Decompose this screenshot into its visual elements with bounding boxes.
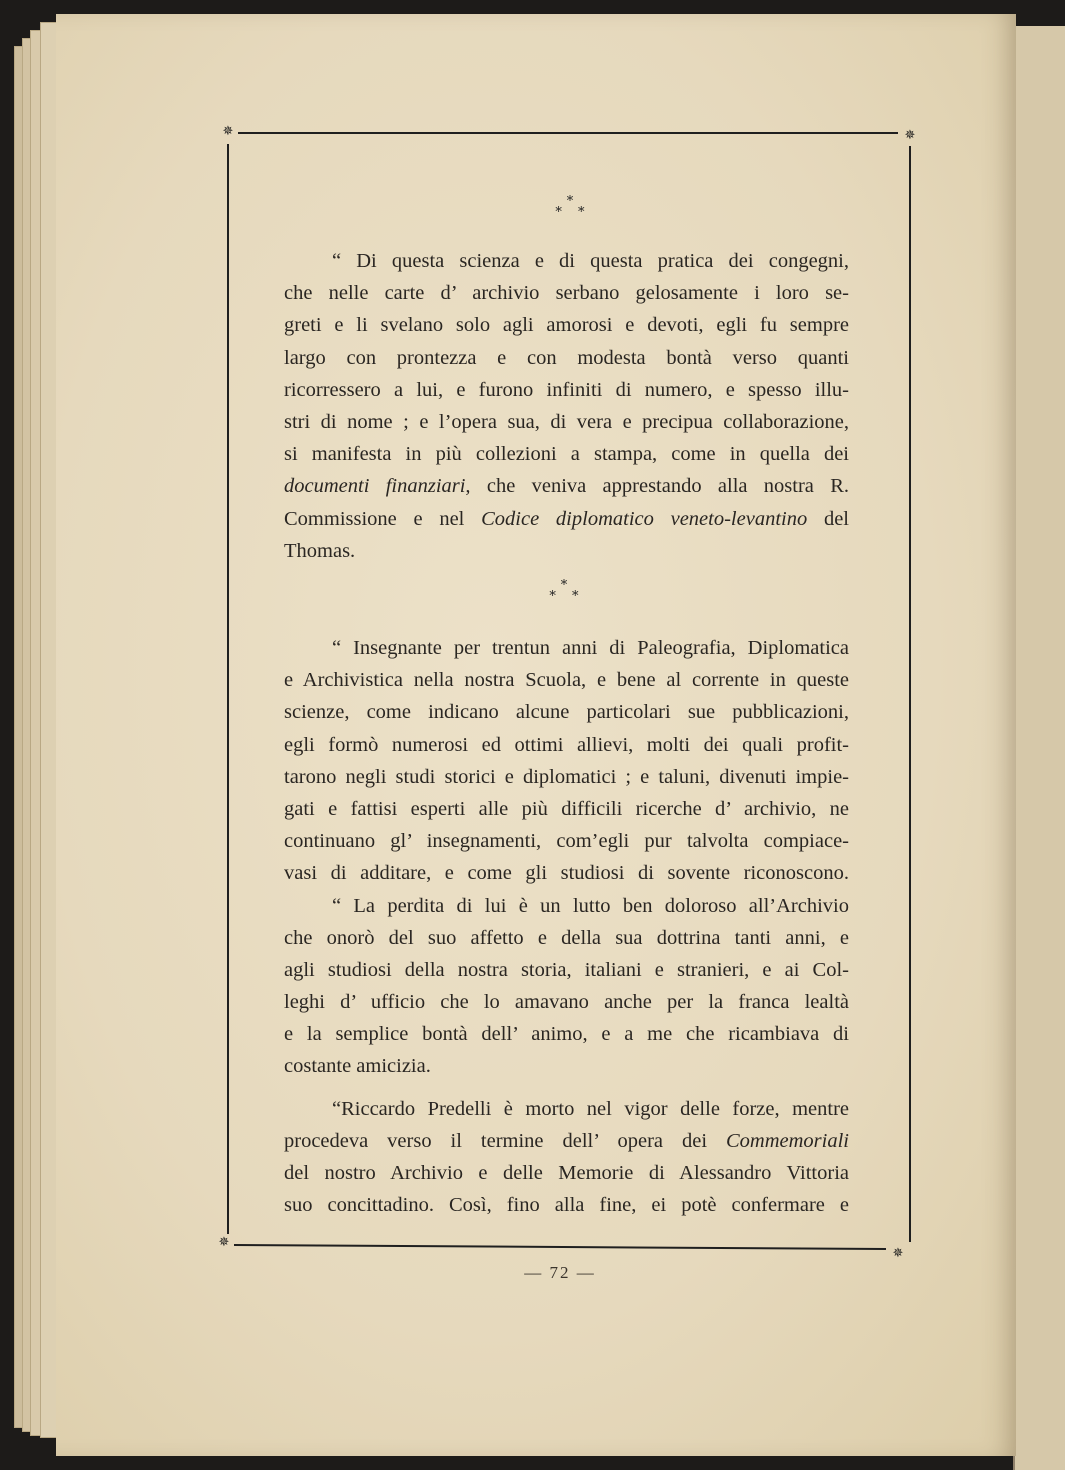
text-line: del nostro Archivio e delle Memorie di Alessandro Vittoria [284,1162,849,1184]
text-line [284,503,849,535]
text-line: egli formò numerosi ed ottimi allievi, molti dei quali profit- [284,733,849,756]
text-line: e Archivistica nella nostra Scuola, e bene al corrente in queste [284,669,849,692]
text-line: costante amicizia. [284,1055,431,1078]
ornament-bottom-right-icon: ✵ [892,1246,904,1261]
text-span: procedeva verso il termine dell’ opera dei [284,1129,726,1152]
text-line: greti e li svelano solo agli amorosi e devoti, egli fu sempre [284,314,849,337]
text-line: “Riccardo Predelli è morto nel vigor delle forze, mentre [332,1097,849,1120]
text-line: leghi d’ ufficio che lo amavano anche per la franca lealtà [284,991,849,1014]
text-line [284,470,849,502]
asterism-bottom-stars: * * [555,205,591,220]
text-line: scienze, come indicano alcune particolari sue pubblicazioni, [284,701,849,724]
text-span: Commissione e nel [284,507,482,530]
asterism-top-star: * [566,194,574,209]
facing-page-edge [1013,26,1065,1470]
text-line: vasi di additare, e come gli studiosi di sovente riconoscono. [284,862,849,885]
frame-left-rule [227,144,229,1234]
text-line [284,1125,849,1157]
paragraph-section-1 [284,245,849,567]
asterism-bottom-stars: * * [549,589,585,604]
ornament-top-left-icon: ✵ [222,124,234,139]
asterism-top-star: * [560,578,568,593]
text-line: agli studiosi della nostra storia, italiani e stranieri, e ai Col- [284,958,849,981]
frame-right-rule [909,146,911,1242]
paragraph-section-2 [284,632,849,1221]
text-line: “ Di questa scienza e di questa pratica dei congegni, [332,250,849,272]
text-line: tarono negli studi storici e diplomatici ; e taluni, divenuti impie- [284,765,849,788]
italic-title: Codice diplomatico veneto-levantino [481,507,808,530]
asterism-separator [534,580,594,602]
frame-top-rule [238,132,898,134]
text-line: ricorressero a lui, e furono infiniti di numero, e spesso illu- [284,378,849,401]
text-line: gati e fattisi esperti alle più difficili ricerche d’ archivio, ne [284,797,849,820]
italic-title: Commemoriali [726,1129,849,1152]
text-span: del [807,507,850,530]
text-span: che veniva apprestando alla nostra R. [470,475,849,498]
text-line: suo concittadino. Così, fino alla fine, ei potè confermare e [284,1194,849,1217]
text-line: “ La perdita di lui è un lutto ben doloroso all’Archivio [332,894,849,917]
text-line: e la semplice bontà dell’ animo, e a me che ricambiava di [284,1023,849,1046]
page-number: — 72 — [524,1263,596,1282]
ornament-bottom-left-icon: ✵ [218,1235,230,1250]
text-line: Thomas. [284,539,356,562]
italic-title: documenti finanziari, [284,475,471,498]
ornament-top-right-icon: ✵ [904,128,916,143]
text-line: “ Insegnante per trentun anni di Paleografia, Diplomatica [332,637,849,659]
text-line: che nelle carte d’ archivio serbano gelosamente i loro se- [284,282,849,305]
text-line: che onorò del suo affetto e della sua dottrina tanti anni, e [284,926,849,949]
text-line: stri di nome ; e l’opera sua, di vera e precipua collaborazione, [284,410,849,433]
text-line: largo con prontezza e con modesta bontà verso quanti [284,346,849,369]
text-line: si manifesta in più collezioni a stampa, come in quella dei [284,443,849,466]
asterism-separator [540,196,600,218]
text-line: continuano gl’ insegnamenti, com’egli pur talvolta compiace- [284,830,849,853]
